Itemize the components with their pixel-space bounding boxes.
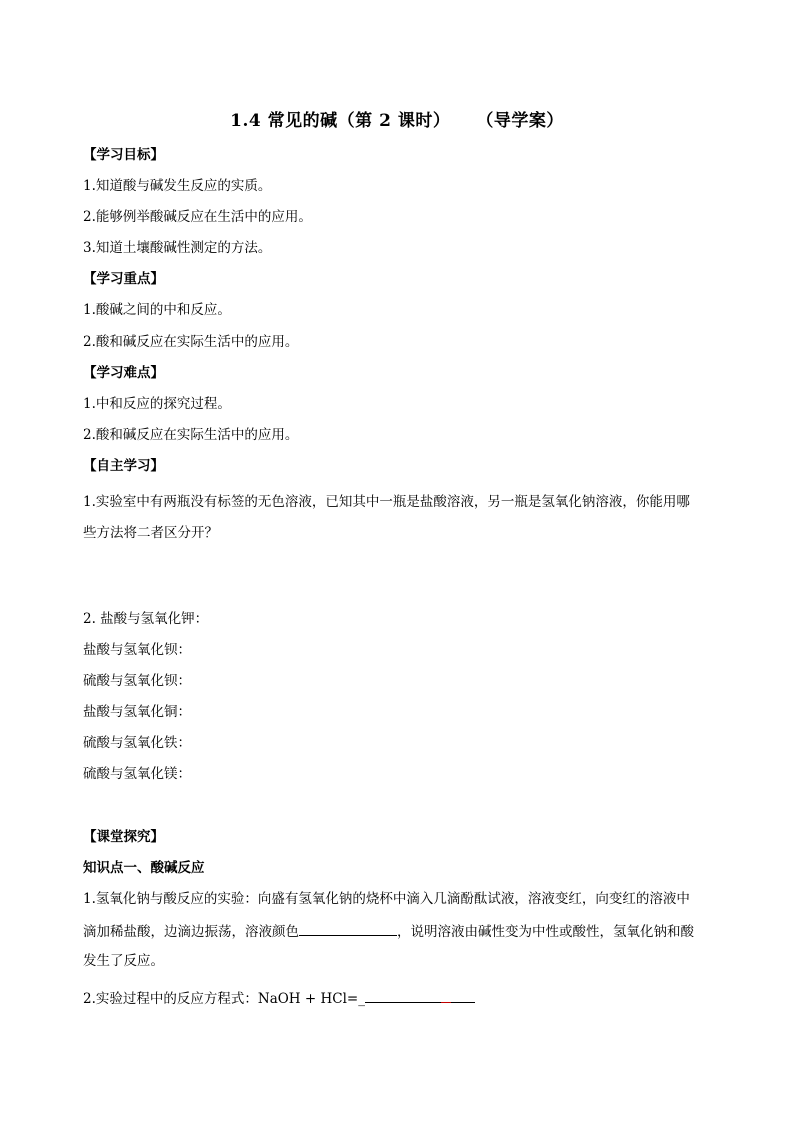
reaction-item: 2. 盐酸与氢氧化钾： xyxy=(83,611,209,627)
reaction-item: 硫酸与氢氧化铁： xyxy=(83,735,191,751)
self-study-question-1-line-2: 些方法将二者区分开？ xyxy=(83,525,218,541)
page-title xyxy=(0,106,794,131)
title-main: 1.4 常见的碱（第 2 课时） xyxy=(230,111,451,131)
equation-line xyxy=(83,988,475,1008)
title-suffix: （导学案） xyxy=(476,111,564,131)
experiment-paragraph-line-3: 发生了反应。 xyxy=(83,953,164,969)
self-study-question-1-line-1: 1.实验室中有两瓶没有标签的无色溶液，已知其中一瓶是盐酸溶液，另一瓶是氢氧化钠溶液，你能用哪 xyxy=(83,494,690,510)
equation-text: 2.实验过程中的反应方程式：NaOH + HCl=_ xyxy=(83,991,365,1007)
objective-item: 2.能够例举酸碱反应在生活中的应用。 xyxy=(83,209,312,225)
self-study-heading: 【自主学习】 xyxy=(83,458,164,474)
experiment-text-a: 滴加稀盐酸，边滴边振荡，溶液颜色 xyxy=(83,924,299,940)
classroom-heading: 【课堂探究】 xyxy=(83,829,164,845)
objectives-heading: 【学习目标】 xyxy=(83,147,164,163)
knowledge-point-1-title: 知识点一、酸碱反应 xyxy=(83,860,205,876)
experiment-paragraph-line-1: 1.氢氧化钠与酸反应的实验：向盛有氢氧化钠的烧杯中滴入几滴酚酞试液，溶液变红，向变红的溶液中 xyxy=(83,891,690,907)
reaction-item: 盐酸与氢氧化铜： xyxy=(83,704,191,720)
difficulty-item: 1.中和反应的探究过程。 xyxy=(83,396,231,412)
difficulty-item: 2.酸和碱反应在实际生活中的应用。 xyxy=(83,427,299,443)
red-mark xyxy=(441,1002,451,1003)
reaction-item: 盐酸与氢氧化钡： xyxy=(83,642,191,658)
reaction-item: 硫酸与氢氧化钡： xyxy=(83,673,191,689)
difficulties-heading: 【学习难点】 xyxy=(83,365,164,381)
key-points-heading: 【学习重点】 xyxy=(83,271,164,287)
key-point-item: 2.酸和碱反应在实际生活中的应用。 xyxy=(83,334,299,350)
reaction-item: 硫酸与氢氧化镁： xyxy=(83,766,191,782)
color-answer-blank[interactable] xyxy=(299,921,397,936)
equation-answer-blank[interactable] xyxy=(365,988,475,1003)
key-point-item: 1.酸碱之间的中和反应。 xyxy=(83,302,231,318)
objective-item: 1.知道酸与碱发生反应的实质。 xyxy=(83,178,272,194)
experiment-paragraph-line-2 xyxy=(83,921,694,941)
objective-item: 3.知道土壤酸碱性测定的方法。 xyxy=(83,240,272,256)
experiment-text-b: ，说明溶液由碱性变为中性或酸性，氢氧化钠和酸 xyxy=(397,924,694,940)
